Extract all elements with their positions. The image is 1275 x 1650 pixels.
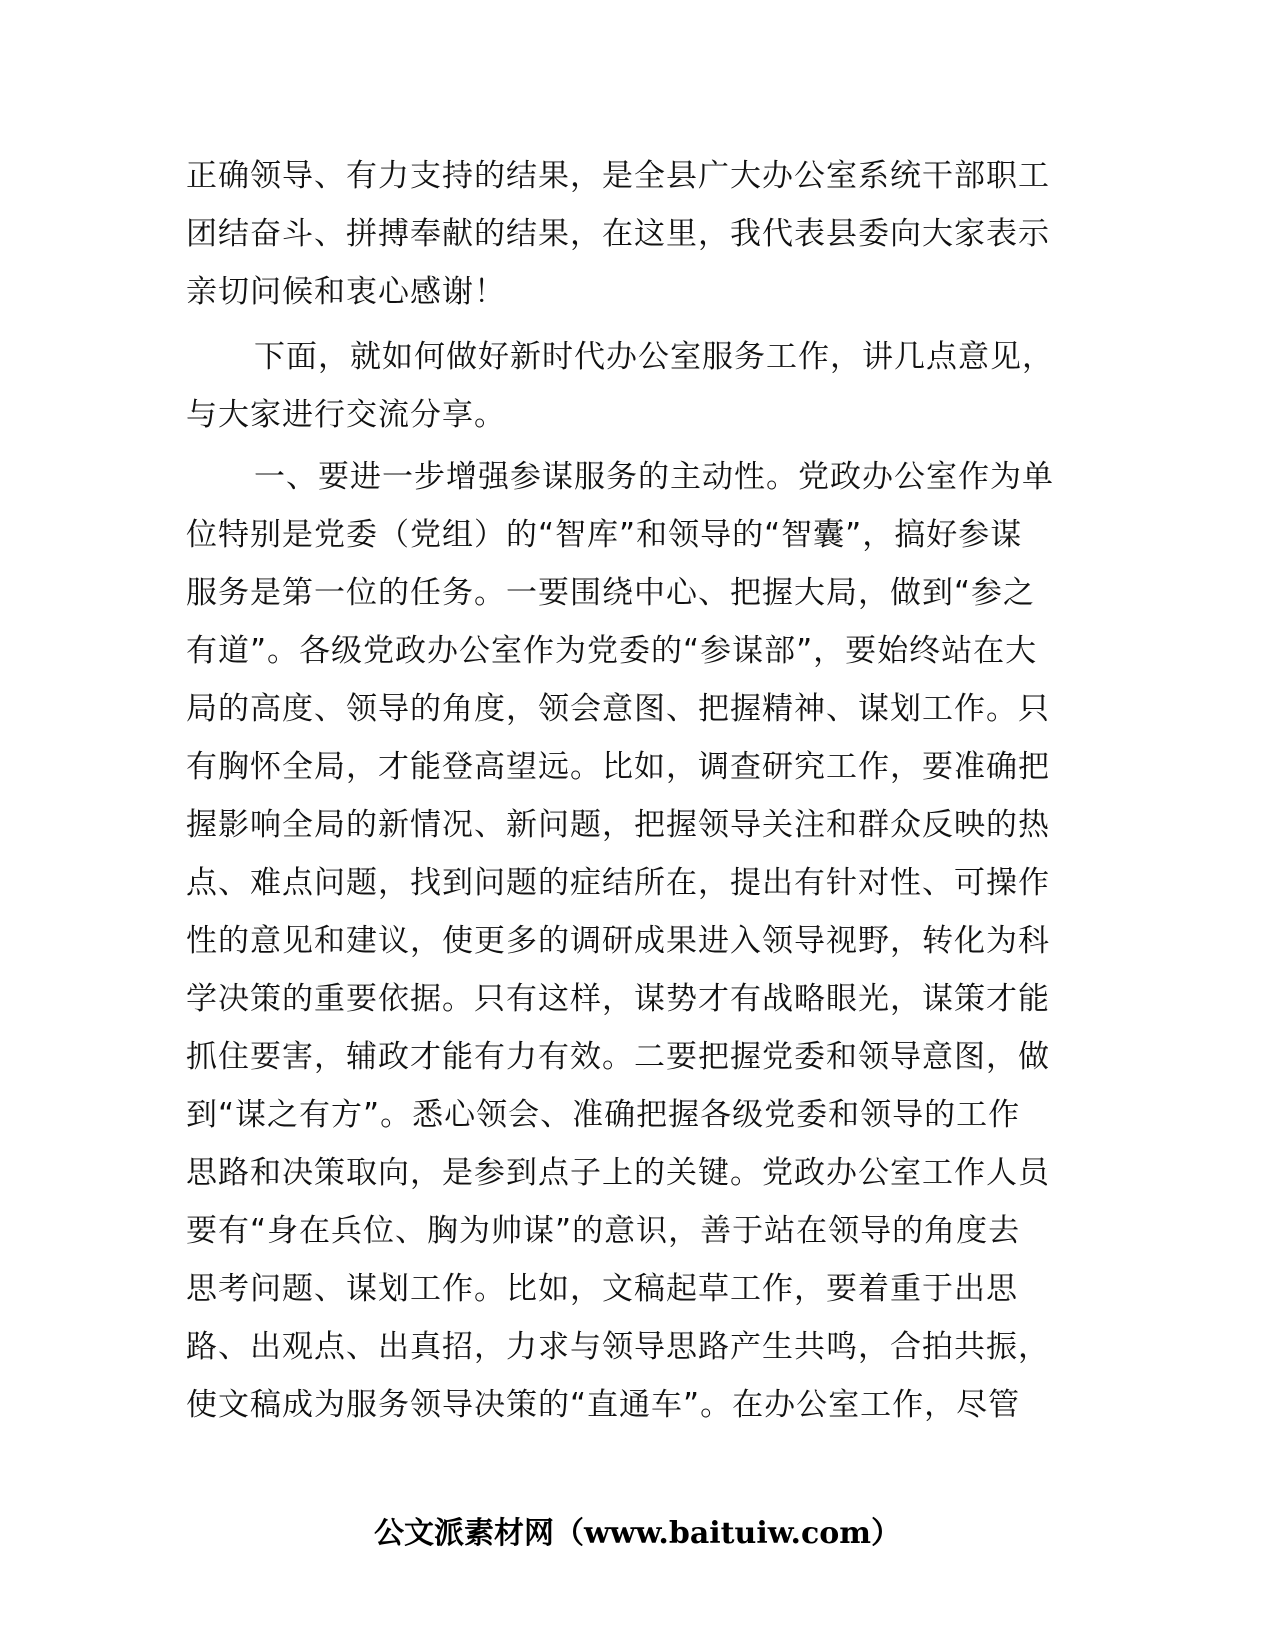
paragraph-3	[186, 448, 1090, 1434]
text-line: 正确领导、有力支持的结果，是全县广大办公室系统干部职工	[186, 158, 1050, 194]
text-line: 服务是第一位的任务。一要围绕中心、把握大局，做到“参之	[186, 575, 1036, 611]
footer-source-text: 公文派素材网（www.baituiw.com）	[373, 1516, 902, 1551]
text-line: 思考问题、谋划工作。比如，文稿起草工作，要着重于出思	[186, 1271, 1018, 1307]
text-line: 路、出观点、出真招，力求与领导思路产生共鸣，合拍共振，	[186, 1329, 1050, 1365]
text-line: 下面，就如何做好新时代办公室服务工作，讲几点意见，	[254, 339, 1054, 375]
text-line: 抓住要害，辅政才能有力有效。二要把握党委和领导意图，做	[186, 1039, 1050, 1075]
text-line: 思路和决策取向，是参到点子上的关键。党政办公室工作人员	[186, 1155, 1050, 1191]
text-line: 要有“身在兵位、胸为帅谋”的意识，善于站在领导的角度去	[186, 1213, 1021, 1249]
paragraph-1	[186, 147, 1090, 321]
text-line: 学决策的重要依据。只有这样，谋势才有战略眼光，谋策才能	[186, 981, 1050, 1017]
text-line: 握影响全局的新情况、新问题，把握领导关注和群众反映的热	[186, 807, 1050, 843]
text-line: 点、难点问题，找到问题的症结所在，提出有针对性、可操作	[186, 865, 1050, 901]
text-line: 有胸怀全局，才能登高望远。比如，调查研究工作，要准确把	[186, 749, 1050, 785]
paragraph-2	[186, 328, 1090, 444]
text-line: 性的意见和建议，使更多的调研成果进入领导视野，转化为科	[186, 923, 1050, 959]
text-line: 亲切问候和衷心感谢！	[186, 274, 506, 310]
text-line: 位特别是党委（党组）的“智库”和领导的“智囊”，搞好参谋	[186, 517, 1023, 553]
text-line: 有道”。各级党政办公室作为党委的“参谋部”，要始终站在大	[186, 633, 1038, 669]
text-line: 使文稿成为服务领导决策的“直通车”。在办公室工作，尽管	[186, 1387, 1021, 1423]
text-line: 到“谋之有方”。悉心领会、准确把握各级党委和领导的工作	[186, 1097, 1021, 1133]
text-line: 局的高度、领导的角度，领会意图、把握精神、谋划工作。只	[186, 691, 1050, 727]
text-line: 与大家进行交流分享。	[186, 397, 506, 433]
text-line: 团结奋斗、拼搏奉献的结果，在这里，我代表县委向大家表示	[186, 216, 1050, 252]
text-line: 一、要进一步增强参谋服务的主动性。党政办公室作为单	[254, 459, 1054, 495]
